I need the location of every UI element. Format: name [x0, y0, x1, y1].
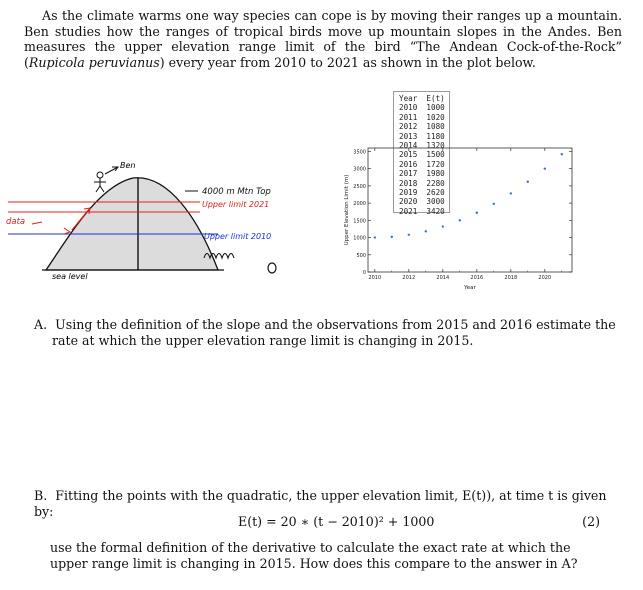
data-point: [544, 167, 546, 169]
data-point: [391, 236, 393, 238]
x-axis-label: Year: [464, 285, 476, 291]
data-point: [561, 153, 563, 155]
intro-paragraph: [24, 8, 622, 70]
question-a-text: Using the definition of the slope and the observations from 2015 and 2016 estimate the rate at which the upper elevation range limit is changing in 2015.: [52, 317, 616, 348]
question-b-text: use the formal definition of the derivative to calculate the exact rate at which the upper range limit is changing in 2015. How does this compare to the answer in A?: [50, 540, 578, 571]
data-point: [493, 203, 495, 205]
zero-mark: [268, 263, 276, 273]
table-row: 2017 1980: [399, 169, 445, 179]
mountain-sketch: [6, 158, 308, 286]
data-point: [425, 230, 427, 232]
x-tick-label: 2016: [470, 275, 484, 281]
table-row: 2011 1020: [399, 112, 445, 122]
upper-limit-2021-label: Upper limit 2021: [202, 200, 270, 209]
table-row: 2018 2280: [399, 178, 445, 188]
x-tick-label: 2010: [368, 275, 382, 281]
x-tick-label: 2020: [538, 275, 552, 281]
question-b: [34, 488, 614, 571]
data-point: [459, 219, 461, 221]
y-tick-label: 1000: [353, 235, 366, 242]
table-row: 2012 1080: [399, 122, 445, 132]
data-point: [374, 236, 376, 238]
y-tick-label: 0: [362, 270, 366, 276]
table-row: 2020 3000: [399, 197, 445, 207]
y-tick-label: 3500: [353, 149, 366, 156]
data-point: [510, 192, 512, 194]
y-tick-label: 2500: [353, 183, 366, 190]
table-row: 2015 1500: [399, 150, 445, 160]
intro-text-start: As the climate warms one way species can cope is by moving their ranges up a mountain. Ben studies how the ranges of tropical birds move up mountain slopes in the Andes. Ben measures the upper elevation range limit of the bird “The Andean Cock-of-the-Rock” (: [24, 8, 622, 70]
plot-frame: [368, 148, 572, 272]
upper-limit-2010-label: Upper limit 2010: [204, 232, 272, 241]
y-tick-label: 500: [356, 252, 366, 259]
table-row: 2021 3420: [399, 206, 445, 216]
data-point: [476, 212, 478, 214]
question-b-intro: Fitting the points with the quadratic, the upper elevation limit, E(t)), at time t is given by:: [34, 488, 607, 519]
sea-level-label: sea level: [52, 272, 88, 281]
y-tick-label: 1500: [353, 218, 366, 225]
data-label: data: [6, 217, 26, 227]
question-a-label: A.: [34, 317, 48, 332]
table-row: 2013 1180: [399, 131, 445, 141]
mountain-shape: [46, 178, 218, 270]
data-point: [527, 181, 529, 183]
question-b-label: B.: [34, 488, 48, 503]
table-row: 2010 1000: [399, 103, 445, 113]
table-header: Year E(t): [399, 94, 445, 103]
question-a: [34, 317, 632, 348]
intro-text-end: ) every year from 2010 to 2021 as shown in the plot below.: [159, 54, 536, 70]
y-tick-label: 2000: [353, 201, 366, 208]
mountain-top-label: 4000 m Mtn Top: [202, 187, 271, 197]
elevation-scatter-plot: [340, 142, 580, 302]
ben-label: Ben: [120, 161, 136, 170]
data-point: [408, 234, 410, 236]
x-tick-label: 2012: [402, 275, 416, 281]
data-point: [442, 225, 444, 227]
table-row: 2014 1320: [399, 141, 445, 151]
x-tick-label: 2014: [436, 275, 450, 281]
y-tick-label: 3000: [353, 166, 366, 173]
quadratic-equation: E(t) = 20 ∗ (t − 2010)² + 1000: [238, 514, 435, 529]
equation-number: (2): [582, 514, 600, 529]
x-tick-label: 2018: [504, 275, 518, 281]
table-row: 2019 2620: [399, 188, 445, 198]
table-row: 2016 1720: [399, 159, 445, 169]
species-name: Rupicola peruvianus: [28, 54, 160, 70]
y-axis-label: Upper Elevation Limit (m): [344, 174, 350, 246]
